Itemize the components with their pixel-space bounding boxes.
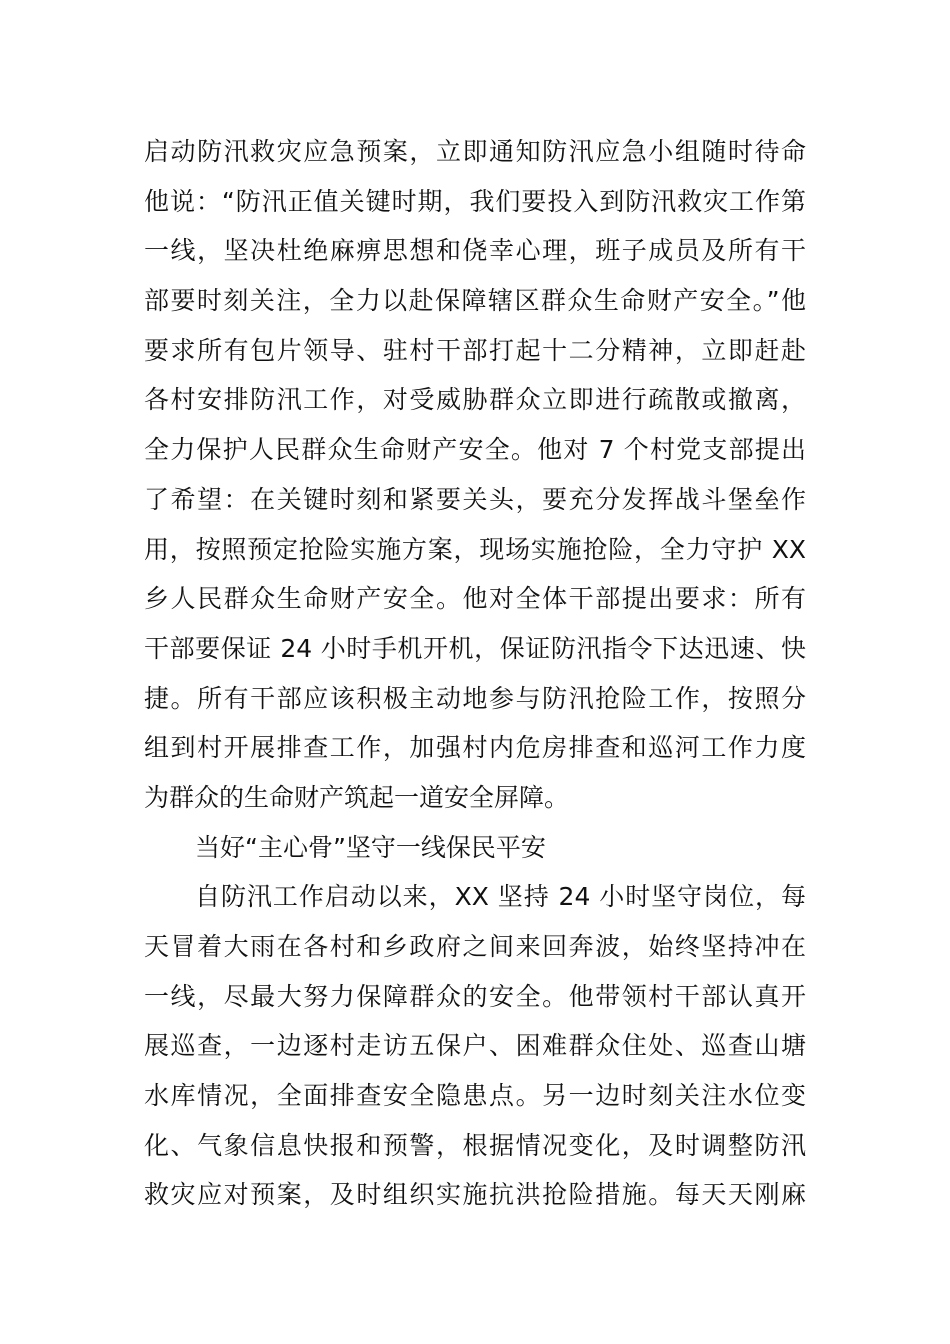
text-line: 乡人民群众生命财产安全。他对全体干部提出要求：所有 <box>144 584 806 614</box>
text-line: 一线，坚决杜绝麻痹思想和侥幸心理，班子成员及所有干 <box>144 236 806 266</box>
text-line: 要求所有包片领导、驻村干部打起十二分精神，立即赶赴 <box>144 335 806 365</box>
text-line: 各村安排防汛工作，对受威胁群众立即进行疏散或撤离， <box>144 385 806 415</box>
text-line: 捷。所有干部应该积极主动地参与防汛抢险工作，按照分 <box>144 683 806 713</box>
text-line: 自防汛工作启动以来，XX 坚持 24 小时坚守岗位，每 <box>195 882 806 912</box>
text-line: 为群众的生命财产筑起一道安全屏障。 <box>144 782 570 812</box>
text-line: 全力保护人民群众生命财产安全。他对 7 个村党支部提出 <box>144 435 806 465</box>
text-line: 他说：“防汛正值关键时期，我们要投入到防汛救灾工作第 <box>144 186 806 216</box>
text-line: 干部要保证 24 小时手机开机，保证防汛指令下达迅速、快 <box>144 633 806 663</box>
text-line: 化、气象信息快报和预警，根据情况变化，及时调整防汛 <box>144 1130 806 1160</box>
text-line: 部要时刻关注，全力以赴保障辖区群众生命财产安全。”他 <box>144 286 806 316</box>
text-line: 一线，尽最大努力保障群众的安全。他带领村干部认真开 <box>144 981 806 1011</box>
text-line: 组到村开展排查工作，加强村内危房排查和巡河工作力度 <box>144 733 806 763</box>
text-line: 启动防汛救灾应急预案，立即通知防汛应急小组随时待命 <box>144 137 806 166</box>
body-text <box>144 127 806 1220</box>
text-line: 救灾应对预案，及时组织实施抗洪抢险措施。每天天刚麻 <box>144 1180 806 1210</box>
text-line: 了希望：在关键时刻和紧要关头，要充分发挥战斗堡垒作 <box>144 484 806 514</box>
text-line: 展巡查，一边逐村走访五保户、困难群众住处、巡查山塘 <box>144 1031 806 1061</box>
text-line: 天冒着大雨在各村和乡政府之间来回奔波，始终坚持冲在 <box>144 932 806 961</box>
section-heading: 当好“主心骨”坚守一线保民平安 <box>195 832 546 862</box>
text-line: 水库情况，全面排查安全隐患点。另一边时刻关注水位变 <box>144 1081 806 1111</box>
text-line: 用，按照预定抢险实施方案，现场实施抢险，全力守护 XX <box>144 534 806 564</box>
